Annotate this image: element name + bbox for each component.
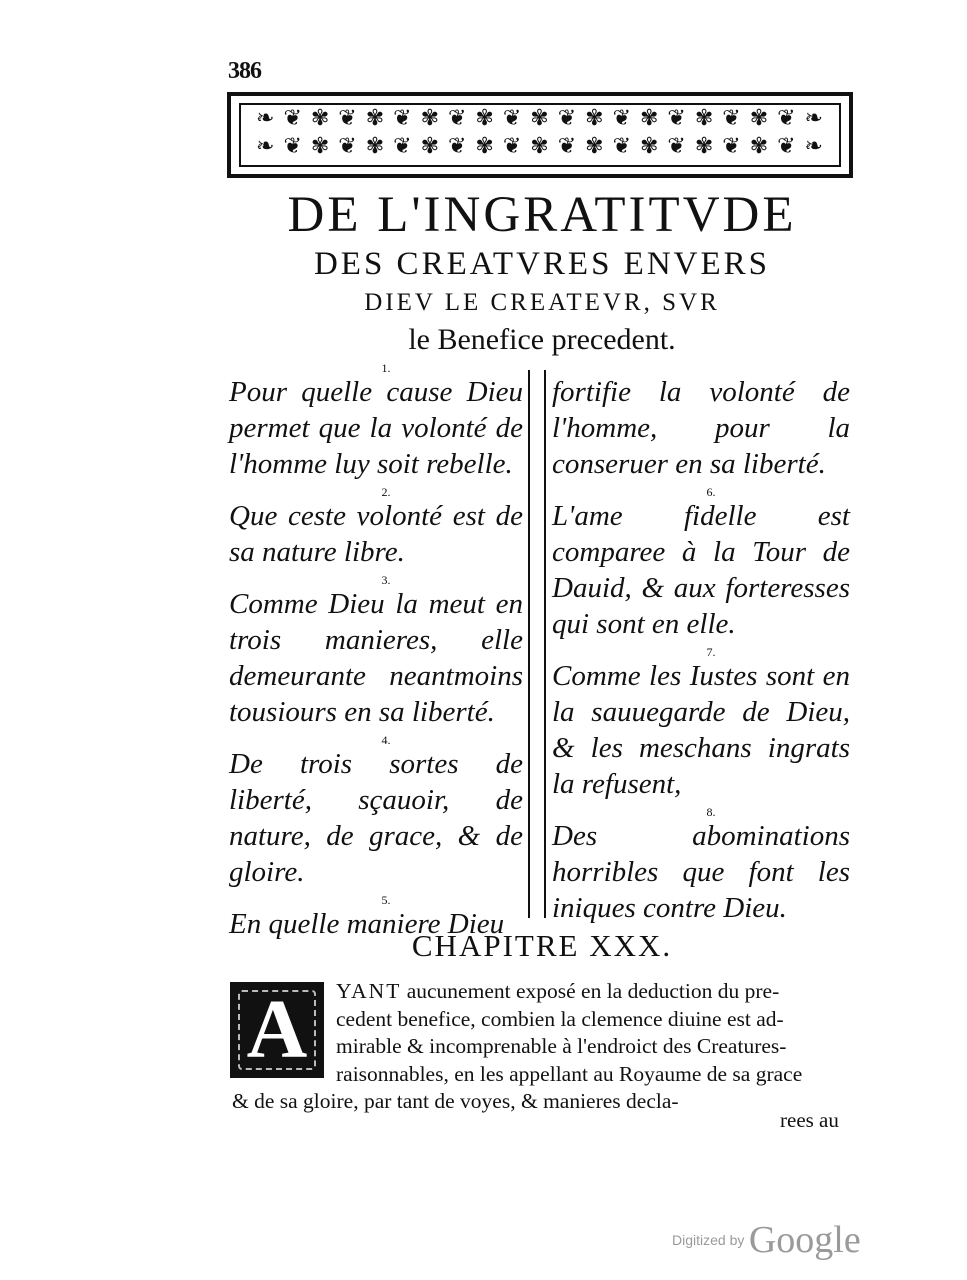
column-divider-right — [544, 370, 546, 918]
watermark-brand: Google — [748, 1219, 861, 1261]
body-line: cedent benefice, combien la clemence diuine est ad- — [336, 1006, 784, 1031]
summary-item: De trois sortes de liberté, sçauoir, de nature, de grace, & de gloire. — [229, 748, 523, 888]
column-divider-left — [528, 370, 530, 918]
summary-column-right — [552, 362, 850, 930]
digitized-watermark — [672, 1218, 861, 1262]
ornament-row-top: ❧ ❦ ✾ ❦ ✾ ❦ ✾ ❦ ✾ ❦ ✾ ❦ ✾ ❦ ✾ ❦ ✾ ❦ ✾ ❦ ❧ — [256, 106, 824, 131]
summary-item: Pour quelle cause Dieu permet que la volonté de l'homme luy soit rebelle. — [229, 376, 523, 480]
summary-number: 7. — [706, 645, 716, 659]
title-line-2: DES CREATVRES ENVERS — [313, 246, 771, 282]
summary-number: 5. — [381, 893, 391, 907]
body-line: mirable & incomprenable à l'endroict des Creatures- — [336, 1034, 787, 1058]
summary-item: En quelle maniere Dieu — [229, 908, 505, 940]
summary-number: 6. — [706, 485, 716, 499]
summary-column-left — [229, 362, 523, 946]
title-line-1: DE L'INGRATITVDE — [287, 187, 797, 243]
drop-cap-letter: A — [246, 983, 308, 1076]
summary-item: Comme les Iustes sont en la sauuegarde de Dieu, & les meschans ingrats la refusent, — [552, 660, 850, 800]
body-line: & de sa gloire, par tant de voyes, & manieres decla- — [232, 1089, 679, 1113]
body-line: raisonnables, en les appellant au Royaume de sa grace — [336, 1061, 803, 1086]
summary-number: 8. — [706, 805, 716, 819]
ornamental-header-band — [227, 92, 853, 178]
summary-item: Des abominations horribles que font les iniques contre Dieu. — [552, 820, 850, 924]
catchword: rees au — [780, 1108, 839, 1132]
page-number: 386 — [228, 58, 261, 84]
ornament-inner-frame — [239, 103, 841, 167]
summary-number: 1. — [381, 361, 391, 375]
title-line-4: le Benefice precedent. — [408, 323, 676, 356]
body-line — [232, 978, 846, 1006]
summary-item: Que ceste volonté est de sa nature libre. — [229, 500, 523, 568]
summary-number — [552, 362, 850, 374]
summary-item: Comme Dieu la meut en trois manieres, elle demeurante neantmoins tousiours en sa liberté. — [229, 588, 523, 728]
title-line-3: DIEV LE CREATEVR, SVR — [364, 289, 720, 316]
summary-number: 3. — [381, 573, 391, 587]
body-line-text: aucunement exposé en la deduction du pre- — [401, 979, 780, 1003]
summary-item: L'ame fidelle est comparee à la Tour de Dauid, & aux forteresses qui sont en elle. — [552, 500, 850, 640]
summary-item: fortifie la volonté de l'homme, pour la conseruer en sa liberté. — [552, 376, 850, 480]
ornament-row-bottom: ❧ ❦ ✾ ❦ ✾ ❦ ✾ ❦ ✾ ❦ ✾ ❦ ✾ ❦ ✾ ❦ ✾ ❦ ✾ ❦ ❧ — [256, 134, 824, 159]
summary-number: 2. — [381, 485, 391, 499]
first-word: YANT — [336, 979, 402, 1003]
chapter-heading: CHAPITRE XXX. — [411, 928, 673, 963]
summary-number: 4. — [381, 733, 391, 747]
watermark-prefix: Digitized by — [672, 1232, 745, 1248]
chapter-body — [232, 978, 846, 1116]
